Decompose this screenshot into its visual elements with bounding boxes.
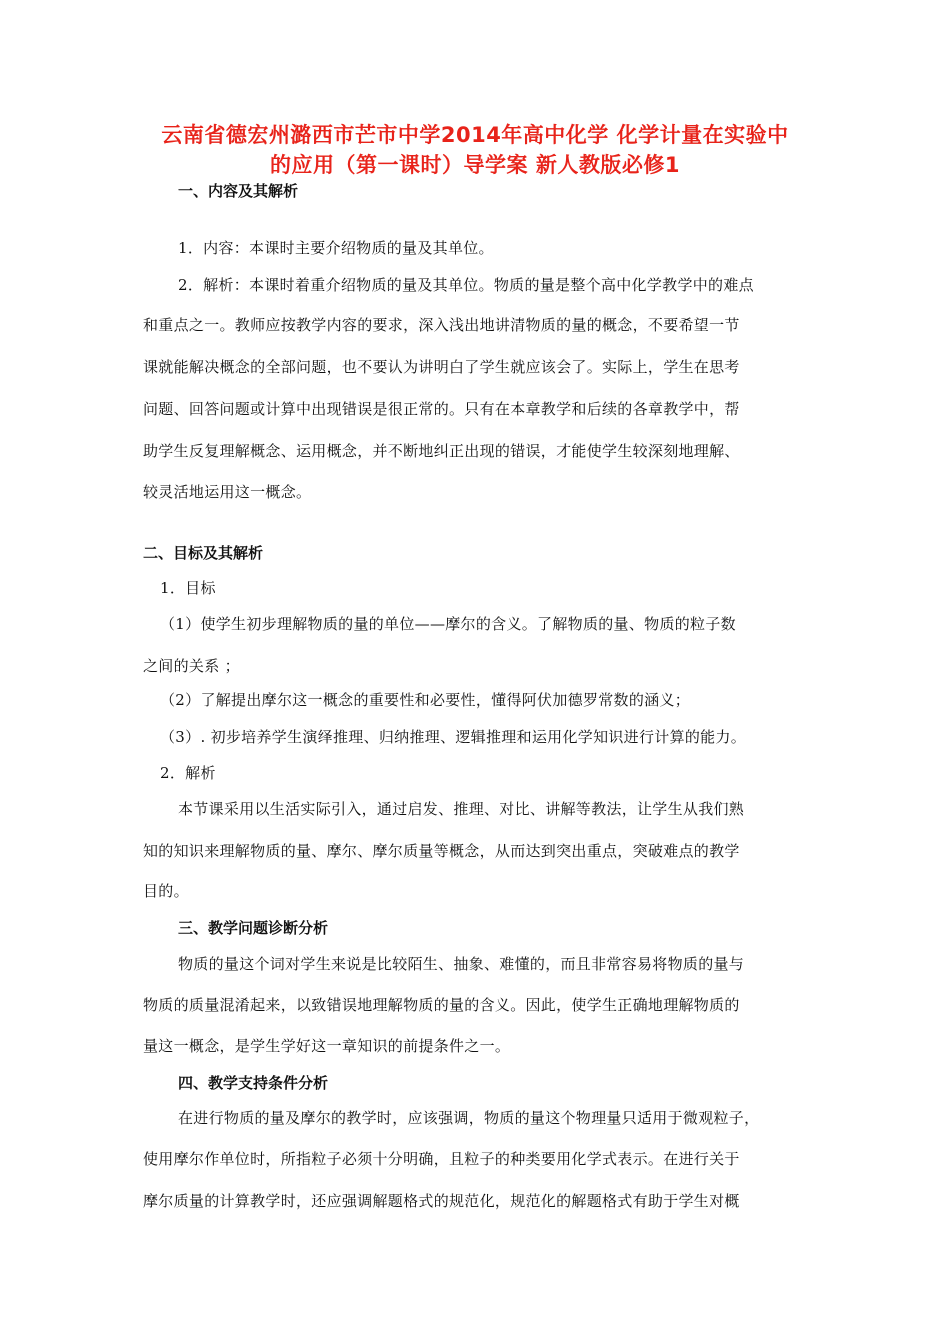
section-4-line: 使用摩尔作单位时，所指粒子必须十分明确，且粒子的种类要用化学式表示。在进行关于 [143,1150,740,1168]
section-2-analysis-line: 本节课采用以生活实际引入，通过启发、推理、对比、讲解等教法，让学生从我们熟 [178,800,745,818]
section-2-heading: 二、目标及其解析 [143,544,264,562]
section-1-analysis-line: 课就能解决概念的全部问题，也不要认为讲明白了学生就应该会了。实际上，学生在思考 [143,358,740,376]
section-3-line: 物质的质量混淆起来，以致错误地理解物质的量的含义。因此，使学生正确地理解物质的 [143,996,740,1014]
section-4-line: 摩尔质量的计算教学时，还应强调解题格式的规范化，规范化的解题格式有助于学生对概 [143,1192,740,1210]
section-4-line: 在进行物质的量及摩尔的教学时，应该强调，物质的量这个物理量只适用于微观粒子， [178,1109,760,1127]
section-1-heading: 一、内容及其解析 [178,182,299,200]
section-2-analysis-line: 知的知识来理解物质的量、摩尔、摩尔质量等概念，从而达到突出重点，突破难点的教学 [143,842,740,860]
section-1-analysis-line: 较灵活地运用这一概念。 [143,483,312,501]
section-3-line: 物质的量这个词对学生来说是比较陌生、抽象、难懂的，而且非常容易将物质的量与 [178,955,745,973]
section-2-goal-2: （2）了解提出摩尔这一概念的重要性和必要性，懂得阿伏加德罗常数的涵义； [160,691,691,709]
section-2-goal-3: （3）. 初步培养学生演绎推理、归纳推理、逻辑推理和运用化学知识进行计算的能力。 [160,728,747,746]
section-4-heading: 四、教学支持条件分析 [178,1074,329,1092]
section-2-goal-label: 1．目标 [160,579,216,597]
document-title-line-2: 的应用（第一课时）导学案 新人教版必修1 [270,153,680,177]
section-2-analysis-label: 2．解析 [160,764,216,782]
section-1-content: 1．内容：本课时主要介绍物质的量及其单位。 [178,239,494,257]
section-1-analysis-line: 和重点之一。教师应按教学内容的要求，深入浅出地讲清物质的量的概念，不要希望一节 [143,316,740,334]
section-2-goal-1: （1）使学生初步理解物质的量的单位——摩尔的含义。了解物质的量、物质的粒子数 [160,615,736,633]
section-1-analysis-line: 2．解析：本课时着重介绍物质的量及其单位。物质的量是整个高中化学教学中的难点 [178,276,754,294]
section-2-goal-1-cont: 之间的关系 ； [143,657,240,675]
section-1-analysis-line: 问题、回答问题或计算中出现错误是很正常的。只有在本章教学和后续的各章教学中，帮 [143,400,740,418]
section-3-line: 量这一概念，是学生学好这一章知识的前提条件之一。 [143,1037,511,1055]
document-title-line-1: 云南省德宏州潞西市芒市中学2014年高中化学 化学计量在实验中 [161,123,789,147]
section-1-analysis-line: 助学生反复理解概念、运用概念，并不断地纠正出现的错误，才能使学生较深刻地理解、 [143,442,740,460]
section-2-analysis-line: 目的。 [143,882,189,900]
section-3-heading: 三、教学问题诊断分析 [178,919,329,937]
